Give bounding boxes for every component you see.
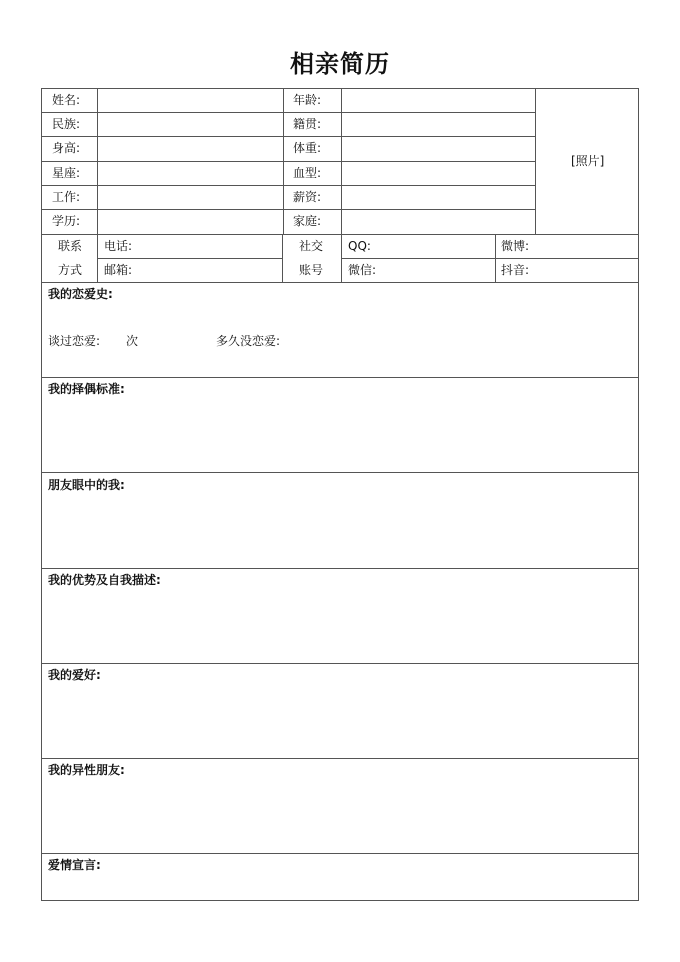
weibo-label: 微博:: [501, 239, 530, 253]
ethnicity-label: 民族:: [52, 117, 81, 131]
table-border-bottom: [41, 900, 639, 901]
qq-label: QQ:: [348, 239, 371, 253]
name-label: 姓名:: [52, 93, 81, 107]
partner-criteria-heading: 我的择偶标准:: [48, 382, 125, 396]
email-label: 邮箱:: [104, 263, 133, 277]
age-label: 年龄:: [293, 93, 322, 107]
friends-view-heading: 朋友眼中的我:: [48, 478, 125, 492]
strengths-heading: 我的优势及自我描述:: [48, 573, 161, 587]
opposite-sex-friends-heading: 我的异性朋友:: [48, 763, 125, 777]
social-label-line2: 账号: [299, 263, 324, 277]
hobbies-heading: 我的爱好:: [48, 668, 101, 682]
social-label-line1: 社交: [299, 239, 324, 253]
photo-placeholder: [照片]: [571, 154, 605, 168]
weight-label: 体重:: [293, 141, 322, 155]
single-since-label: 多久没恋爱:: [216, 334, 281, 348]
love-declaration-heading: 爱情宣言:: [48, 858, 101, 872]
times-unit-label: 次: [126, 334, 139, 348]
job-label: 工作:: [52, 190, 81, 204]
blood-type-label: 血型:: [293, 166, 322, 180]
zodiac-label: 星座:: [52, 166, 81, 180]
times-dated-label: 谈过恋爱:: [48, 334, 101, 348]
height-label: 身高:: [52, 141, 81, 155]
salary-label: 薪资:: [293, 190, 322, 204]
table-border-top: [41, 88, 639, 89]
wechat-label: 微信:: [348, 263, 377, 277]
hometown-label: 籍贯:: [293, 117, 322, 131]
contact-label-line2: 方式: [58, 263, 83, 277]
table-border-right: [638, 88, 639, 901]
douyin-label: 抖音:: [501, 263, 530, 277]
love-history-heading: 我的恋爱史:: [48, 287, 113, 301]
education-label: 学历:: [52, 214, 81, 228]
contact-label-line1: 联系: [58, 239, 83, 253]
phone-label: 电话:: [104, 239, 133, 253]
page-title: 相亲简历: [290, 50, 390, 78]
family-label: 家庭:: [293, 214, 322, 228]
